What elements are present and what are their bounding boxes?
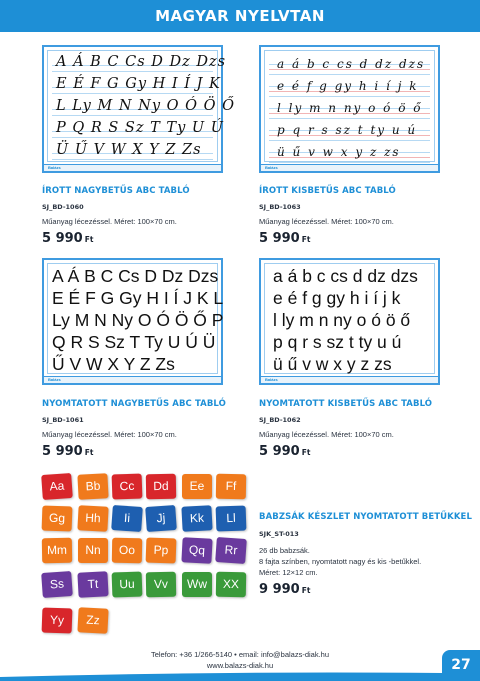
- beanbag: Tt: [77, 571, 108, 598]
- product-code: SJ_BD-1062: [259, 416, 301, 424]
- product-description: 8 fajta színben, nyomtatott nagy és kis -betűkkel.: [259, 557, 422, 566]
- beanbag: Ss: [41, 571, 73, 598]
- product-description: Méret: 12×12 cm.: [259, 568, 318, 577]
- alphabet-row: l ly m n ny o ó ö ő: [273, 310, 411, 330]
- footer-bar: [0, 671, 442, 681]
- beanbag: Rr: [215, 537, 247, 564]
- beanbag: Bb: [77, 473, 108, 500]
- product-image-printed-uppercase: [42, 258, 223, 385]
- alphabet-row: L Ly M N Ny O Ó Ö Ő: [56, 98, 236, 114]
- product-price: 5 990 Ft: [42, 231, 94, 246]
- footer-contact: Telefon: +36 1/266-5140 • email: info@balazs-diak.hu: [150, 650, 330, 659]
- product-code: SJ_BD-1061: [42, 416, 84, 424]
- product-description: Műanyag lécezéssel. Méret: 100×70 cm.: [42, 430, 177, 439]
- beanbag: Qq: [181, 537, 212, 564]
- category-header: [0, 0, 480, 32]
- alphabet-row: ü ű v w x y z zs: [277, 145, 401, 159]
- beanbag: Kk: [181, 505, 212, 532]
- alphabet-row: Ü Ű V W X Y Z Zs: [56, 142, 202, 158]
- product-title: ÍROTT NAGYBETŰS ABC TABLÓ: [42, 186, 190, 196]
- beanbag: Ee: [182, 474, 212, 499]
- alphabet-row: ü ű v w x y z zs: [273, 354, 392, 374]
- product-code: SJ_BD-1060: [42, 203, 84, 211]
- product-price: 9 990 Ft: [259, 582, 311, 597]
- alphabet-row: a á b c cs d dz dzs: [277, 57, 426, 71]
- product-title: BABZSÁK KÉSZLET NYOMTATOTT BETŰKKEL: [259, 512, 472, 522]
- beanbag: Nn: [78, 538, 108, 563]
- beanbag: Hh: [77, 505, 108, 532]
- alphabet-row: p q r s sz t ty u ú: [277, 123, 418, 137]
- alphabet-row: e é f g gy h i í j k: [273, 288, 401, 308]
- poster-logo: Balázs: [265, 377, 278, 382]
- alphabet-row: l ly m n ny o ó ö ő: [277, 101, 423, 115]
- alphabet-row: A Á B C Cs D Dz Dzs: [52, 266, 219, 286]
- beanbag: Pp: [146, 537, 177, 563]
- product-title: NYOMTATOTT KISBETŰS ABC TABLÓ: [259, 399, 433, 409]
- alphabet-row: E É F G Gy H I Í J K L: [52, 288, 224, 308]
- beanbag: Ll: [216, 505, 247, 531]
- beanbag: Uu: [112, 571, 143, 597]
- product-description: Műanyag lécezéssel. Méret: 100×70 cm.: [42, 217, 177, 226]
- product-code: SJ_BD-1063: [259, 203, 301, 211]
- page-number: 27: [442, 650, 480, 681]
- alphabet-row: A Á B C Cs D Dz Dzs: [56, 54, 227, 70]
- poster-logo: Balázs: [48, 165, 61, 170]
- beanbag: Jj: [145, 505, 177, 532]
- product-price: 5 990 Ft: [259, 231, 311, 246]
- beanbag: Ff: [216, 474, 246, 500]
- product-code: SJK_ST-013: [259, 530, 299, 538]
- product-title: ÍROTT KISBETŰS ABC TABLÓ: [259, 186, 396, 196]
- product-title: NYOMTATOTT NAGYBETŰS ABC TABLÓ: [42, 399, 226, 409]
- beanbag: Yy: [42, 607, 73, 633]
- alphabet-row: E É F G Gy H I Í J K: [56, 76, 221, 92]
- alphabet-row: Ű V W X Y Z Zs: [52, 354, 175, 374]
- beanbag: Cc: [112, 473, 143, 499]
- alphabet-row: p q r s sz t ty u ú: [273, 332, 402, 352]
- beanbag: Dd: [146, 474, 176, 500]
- poster-logo: Balázs: [48, 377, 61, 382]
- beanbag: Ii: [111, 505, 143, 532]
- beanbag: Aa: [41, 473, 73, 500]
- product-image-printed-lowercase: [259, 258, 440, 385]
- product-price: 5 990 Ft: [259, 444, 311, 459]
- product-description: 26 db babzsák.: [259, 546, 310, 555]
- beanbag: XX: [216, 572, 246, 598]
- product-image-beanbags: [40, 472, 250, 640]
- alphabet-row: a á b c cs d dz dzs: [273, 266, 418, 286]
- category-title: MAGYAR NYELVTAN: [155, 7, 325, 25]
- footer-website: www.balazs-diak.hu: [206, 661, 274, 670]
- beanbag: Zz: [77, 607, 108, 634]
- product-price: 5 990 Ft: [42, 444, 94, 459]
- beanbag: Gg: [42, 505, 73, 531]
- beanbag: Ww: [182, 572, 212, 597]
- beanbag: Mm: [42, 538, 72, 564]
- alphabet-row: e é f g gy h i í j k: [277, 79, 419, 93]
- product-description: Műanyag lécezéssel. Méret: 100×70 cm.: [259, 430, 394, 439]
- product-description: Műanyag lécezéssel. Méret: 100×70 cm.: [259, 217, 394, 226]
- beanbag: Oo: [112, 538, 142, 564]
- product-image-cursive-lowercase: [259, 45, 440, 173]
- alphabet-row: Q R S Sz T Ty U Ú Ü: [52, 332, 216, 352]
- poster-logo: Balázs: [265, 165, 278, 170]
- product-image-cursive-uppercase: [42, 45, 236, 173]
- alphabet-row: P Q R S Sz T Ty U Ú: [56, 120, 224, 136]
- alphabet-row: Ly M N Ny O Ó Ö Ő P: [52, 310, 224, 330]
- beanbag: Vv: [146, 572, 176, 598]
